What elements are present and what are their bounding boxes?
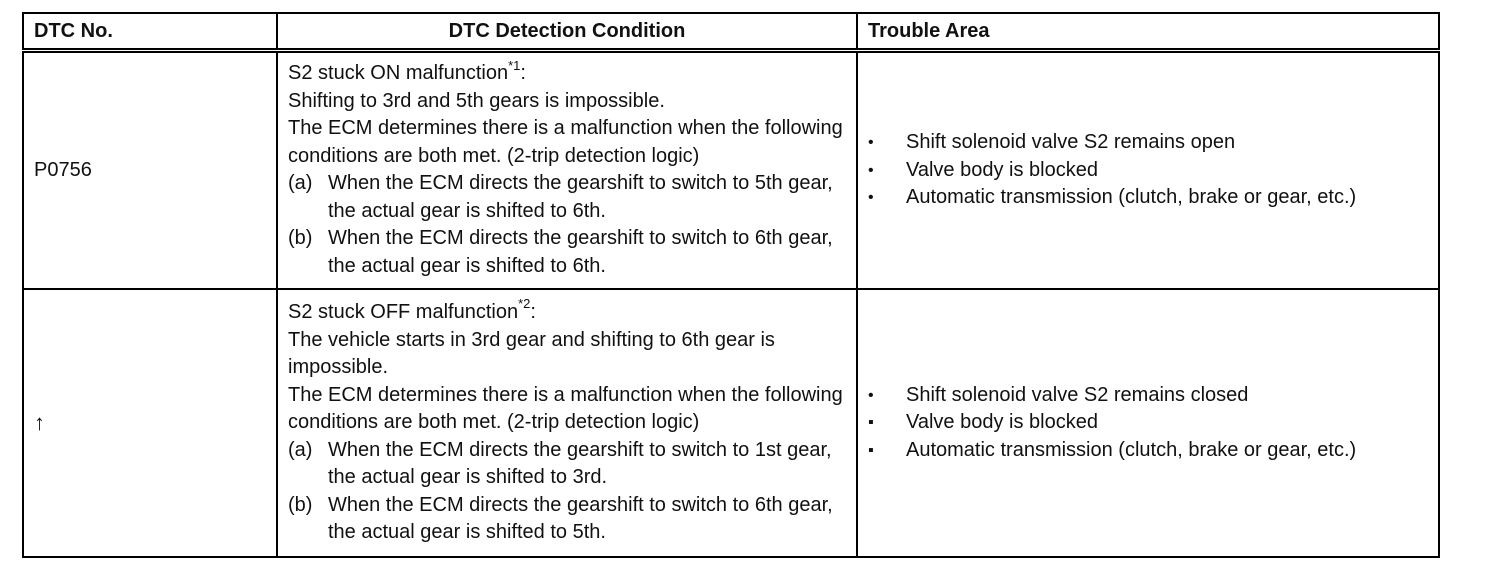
table-row — [23, 51, 1439, 289]
trouble-area-text: Automatic transmission (clutch, brake or gear, etc.) — [906, 438, 1357, 461]
square-bullet-icon: ▪ — [868, 414, 874, 431]
bullet-icon: • — [868, 189, 874, 206]
bullet-icon: • — [868, 386, 874, 404]
trouble-area-text: Shift solenoid valve S2 remains closed — [906, 383, 1249, 406]
header-dtc-no: DTC No. — [23, 13, 277, 51]
table-row — [23, 289, 1439, 558]
dtc-table — [22, 12, 1440, 558]
condition-item-marker: (a) — [288, 172, 313, 195]
condition-line: The ECM determines there is a malfunction when the following conditions are both met. (2-trip detection logic) — [288, 383, 843, 433]
trouble-area-list — [868, 129, 1438, 212]
trouble-area-list — [868, 382, 1438, 465]
condition-item-text: When the ECM directs the gearshift to switch to 6th gear, the actual gear is shifted to 6th. — [328, 227, 833, 277]
header-trouble-area: Trouble Area — [857, 13, 1439, 51]
condition-item-marker: (a) — [288, 438, 313, 461]
condition-item-text: When the ECM directs the gearshift to switch to 6th gear, the actual gear is shifted to 5th. — [328, 493, 833, 543]
list-item — [868, 382, 1438, 410]
dtc-number — [23, 289, 277, 558]
list-item — [868, 437, 1438, 465]
square-bullet-icon: ▪ — [868, 441, 874, 459]
condition-title: S2 stuck OFF malfunction — [288, 301, 519, 323]
condition-line: Shifting to 3rd and 5th gears is impossible. — [288, 89, 665, 112]
condition-title-line — [288, 296, 848, 327]
condition-colon: : — [530, 301, 536, 323]
condition-item-text: When the ECM directs the gearshift to switch to 5th gear, the actual gear is shifted to 6th. — [328, 172, 833, 222]
header-detection-condition: DTC Detection Condition — [277, 13, 857, 51]
trouble-area — [857, 51, 1439, 289]
condition-item — [288, 225, 848, 280]
bullet-icon: • — [868, 161, 874, 179]
trouble-area-text: Valve body is blocked — [906, 411, 1098, 433]
condition-note: *2 — [518, 296, 531, 312]
condition-item-marker: (b) — [288, 227, 313, 250]
header-row — [23, 13, 1439, 51]
list-item — [868, 157, 1438, 185]
detection-condition — [277, 51, 857, 289]
condition-item — [288, 170, 848, 225]
detection-condition — [277, 289, 857, 558]
list-item — [868, 184, 1438, 212]
condition-line: The ECM determines there is a malfunction when the following conditions are both met. (2-trip detection logic) — [288, 117, 843, 167]
bullet-icon: • — [868, 134, 874, 151]
trouble-area-text: Automatic transmission (clutch, brake or gear, etc.) — [906, 186, 1357, 208]
list-item — [868, 409, 1438, 437]
dtc-number: P0756 — [23, 51, 277, 289]
trouble-area-text: Valve body is blocked — [906, 158, 1098, 181]
trouble-area-text: Shift solenoid valve S2 remains open — [906, 131, 1236, 153]
up-arrow-icon: ↑ — [34, 409, 45, 435]
condition-item-text: When the ECM directs the gearshift to switch to 1st gear, the actual gear is shifted to 3rd. — [328, 438, 832, 488]
condition-title-line — [288, 57, 848, 88]
condition-item — [288, 437, 848, 492]
trouble-area — [857, 289, 1439, 558]
condition-line: The vehicle starts in 3rd gear and shifting to 6th gear is impossible. — [288, 328, 775, 378]
condition-title: S2 stuck ON malfunction — [288, 62, 509, 85]
condition-item — [288, 492, 848, 547]
condition-colon: : — [520, 62, 526, 85]
condition-note: *1 — [508, 57, 521, 73]
condition-item-marker: (b) — [288, 493, 313, 516]
list-item — [868, 129, 1438, 157]
